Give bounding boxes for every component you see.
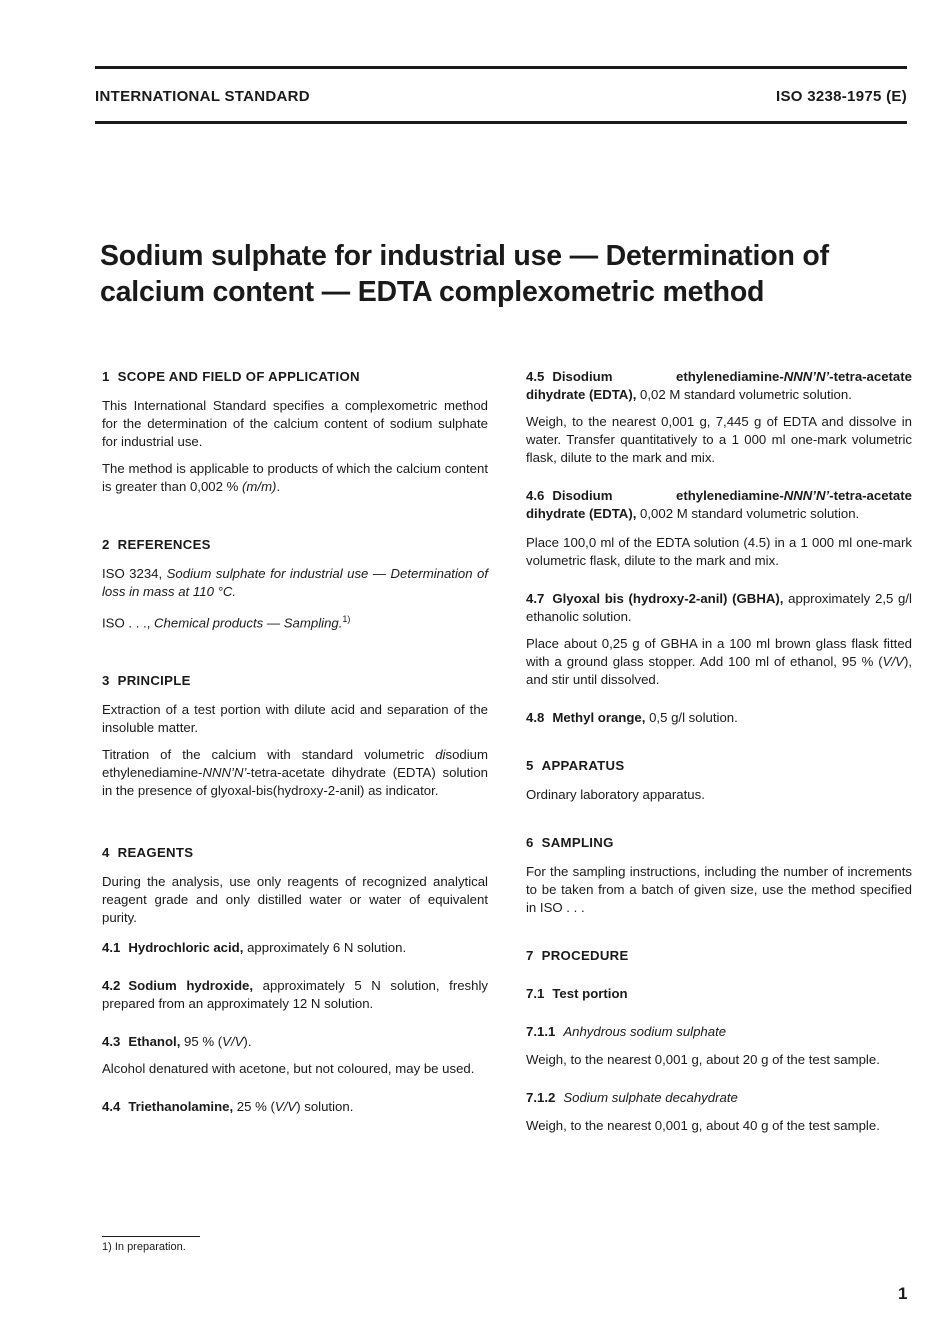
section-3-para-1: Extraction of a test portion with dilute acid and separation of the insoluble matter. [102,702,488,736]
section-1-heading: 1 SCOPE AND FIELD OF APPLICATION [102,369,360,384]
section-6-para: For the sampling instructions, including the number of increments to be taken from a batch of given size, use the method specified in ISO . . . [526,864,912,915]
subsection-7-1-2: 7.1.2 Sodium sulphate decahydrate [526,1090,738,1105]
section-7-heading: 7 PROCEDURE [526,948,629,963]
footnote-rule [102,1236,200,1237]
subsection-7-1: 7.1 Test portion [526,986,628,1001]
header-left: INTERNATIONAL STANDARD [95,88,310,105]
section-1-para-2: The method is applicable to products of which the calcium content is greater than 0,002 % (m/m). [102,461,488,494]
footnote-ref: 1) [342,614,351,624]
header-right: ISO 3238-1975 (E) [775,88,907,105]
footnote: 1) In preparation. [102,1241,186,1253]
left-column [102,368,488,1116]
section-5-para: Ordinary laboratory apparatus. [526,787,705,802]
reagent-4-1: 4.1 Hydrochloric acid, approximately 6 N solution. [102,940,407,956]
header-bottom-rule [95,121,907,124]
reagent-4-5: 4.5 Disodium ethylenediamine-NNN’N’-tetra-acetate dihydrate (EDTA), 0,02 M standard volumetric solution. [526,369,912,402]
page-number: 1 [898,1284,908,1303]
subsection-7-1-2-para: Weigh, to the nearest 0,001 g, about 40 g of the test sample. [526,1118,880,1133]
subsection-7-1-1-para: Weigh, to the nearest 0,001 g, about 20 g of the test sample. [526,1052,880,1067]
reagent-4-6-para: Place 100,0 ml of the EDTA solution (4.5) in a 1 000 ml one-mark volumetric flask, dilute to the mark and mix. [526,535,912,568]
reagent-4-7-para: Place about 0,25 g of GBHA in a 100 ml brown glass flask fitted with a ground glass stopper. Add 100 ml of ethanol, 95 % (V/V), and stir until dissolved. [526,636,912,687]
reagent-4-7: 4.7 Glyoxal bis (hydroxy-2-anil) (GBHA), approximately 2,5 g/l ethanolic solution. [526,591,912,624]
title-line-2: calcium content — EDTA complexometric method [100,276,765,308]
section-3-heading: 3 PRINCIPLE [102,673,191,689]
reagent-4-5-para: Weigh, to the nearest 0,001 g, 7,445 g of EDTA and dissolve in water. Transfer quantitatively to a 1 000 ml one-mark volumetric flask, dilute to the mark and mix. [526,414,912,465]
section-2-heading: 2 REFERENCES [102,537,211,552]
reagent-4-3: 4.3 Ethanol, 95 % (V/V). [102,1034,252,1050]
section-4-heading: 4 REAGENTS [102,845,194,861]
page-header [95,88,907,105]
header-top-rule [95,66,907,69]
section-5-heading: 5 APPARATUS [526,758,625,773]
reagent-4-8: 4.8 Methyl orange, 0,5 g/l solution. [526,710,738,725]
document-title [100,238,900,310]
reagent-4-3-para: Alcohol denatured with acetone, but not coloured, may be used. [102,1061,475,1077]
reagent-4-2: 4.2 Sodium hydroxide, approximately 5 N solution, freshly prepared from an approximately 12 N solution. [102,978,488,1012]
reagent-4-4: 4.4 Triethanolamine, 25 % (V/V) solution. [102,1099,354,1115]
section-3-para-2: Titration of the calcium with standard volumetric disodium ethylenediamine-NNN’N’-tetra-acetate dihydrate (EDTA) solution in the presence of glyoxal-bis(hydroxy-2-anil) as indicator. [102,747,488,799]
section-1-para-1: This International Standard specifies a complexometric method for the determination of the calcium content of sodium sulphate for industrial use. [102,398,488,449]
reference-1: ISO 3234, Sodium sulphate for industrial use — Determination of loss in mass at 110 °C. [102,566,488,599]
reference-2: ISO . . ., Chemical products — Sampling.$^{1)}$ [102,614,351,631]
title-line-1: Sodium sulphate for industrial use — Determination of [100,240,829,272]
section-4-para-1: During the analysis, use only reagents of recognized analytical reagent grade and only distilled water or water of equivalent purity. [102,874,488,926]
subsection-7-1-1: 7.1.1 Anhydrous sodium sulphate [526,1024,727,1039]
reagent-4-6: 4.6 Disodium ethylenediamine-NNN’N’-tetra-acetate dihydrate (EDTA), 0,002 M standard volumetric solution. [526,488,912,521]
section-6-heading: 6 SAMPLING [526,835,614,850]
right-column [526,368,912,1135]
